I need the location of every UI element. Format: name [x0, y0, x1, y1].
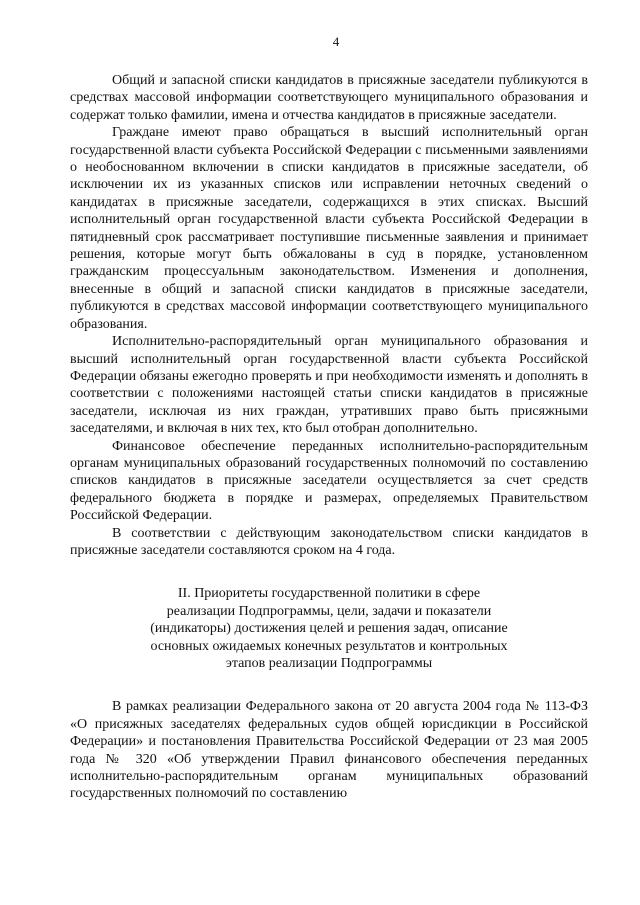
- paragraph-federal-law: В рамках реализации Федерального закона от 20 августа 2004 года № 113-ФЗ «О присяжных заседателях федеральных судов общей юрисдикции в Российской Федерации» и постановления Правительства Российской Федерации от 23 мая 2005 года № 320 «Об утверждении Правил финансового обеспечения переданных исполнительно-распорядительным органам муниципальных образований государственных полномочий по составлению: [70, 699, 588, 802]
- paragraph-citizen-appeals: Граждане имеют право обращаться в высший исполнительный орган государственной власти субъекта Российской Федерации с письменными заявлениями о необоснованном включении в списки кандидатов в присяжные заседатели, об исключении их из указанных списков или исправлении неточных сведений о кандидатах в присяжные заседатели, содержащихся в этих списках. Высший исполнительный орган государственной власти субъекта Российской Федерации в пятидневный срок рассматривает поступившие письменные заявления и принимает решения, которые могут быть обжалованы в суд в порядке, установленном гражданским процессуальным законодательством. Изменения и дополнения, внесенные в общий и запасной списки кандидатов в присяжные заседатели, публикуются в средствах массовой информации соответствующего муниципального образования.: [70, 125, 588, 332]
- section-heading-line: II. Приоритеты государственной политики в сфере: [177, 586, 481, 602]
- section-heading-line: этапов реализации Подпрограммы: [225, 656, 433, 671]
- paragraph-publication: Общий и запасной списки кандидатов в присяжные заседатели публикуются в средствах массовой информации соответствующего муниципального образования и содержат только фамилии, имена и отчества кандидатов в присяжные заседатели.: [70, 73, 588, 123]
- paragraph-annual-review: Исполнительно-распорядительный орган муниципального образования и высший исполнительный орган государственной власти субъекта Российской Федерации обязаны ежегодно проверять и при необходимости изменять и дополнять в соответствии с положениями настоящей статьи списки кандидатов в присяжные заседатели, исключая из них граждан, утративших право быть присяжными заседателями, и включая в них тех, кто был отобран дополнительно.: [70, 334, 588, 437]
- section-heading-line: (индикаторы) достижения целей и решения задач, описание: [150, 621, 508, 637]
- paragraph-term: В соответствии с действующим законодательством списки кандидатов в присяжные заседатели составляются сроком на 4 года.: [70, 525, 588, 558]
- paragraph-financing: Финансовое обеспечение переданных исполнительно-распорядительным органам муниципальных образований государственных полномочий по составлению списков кандидатов в присяжные заседатели осуществляется за счет средств федерального бюджета в порядке и размерах, определяемых Правительством Российской Федерации.: [70, 438, 588, 524]
- page-number: 4: [332, 34, 340, 49]
- section-heading: [70, 585, 588, 672]
- section-heading-line: основных ожидаемых конечных результатов и контрольных: [150, 638, 508, 654]
- section-heading-line: реализации Подпрограммы, цели, задачи и показатели: [166, 603, 492, 619]
